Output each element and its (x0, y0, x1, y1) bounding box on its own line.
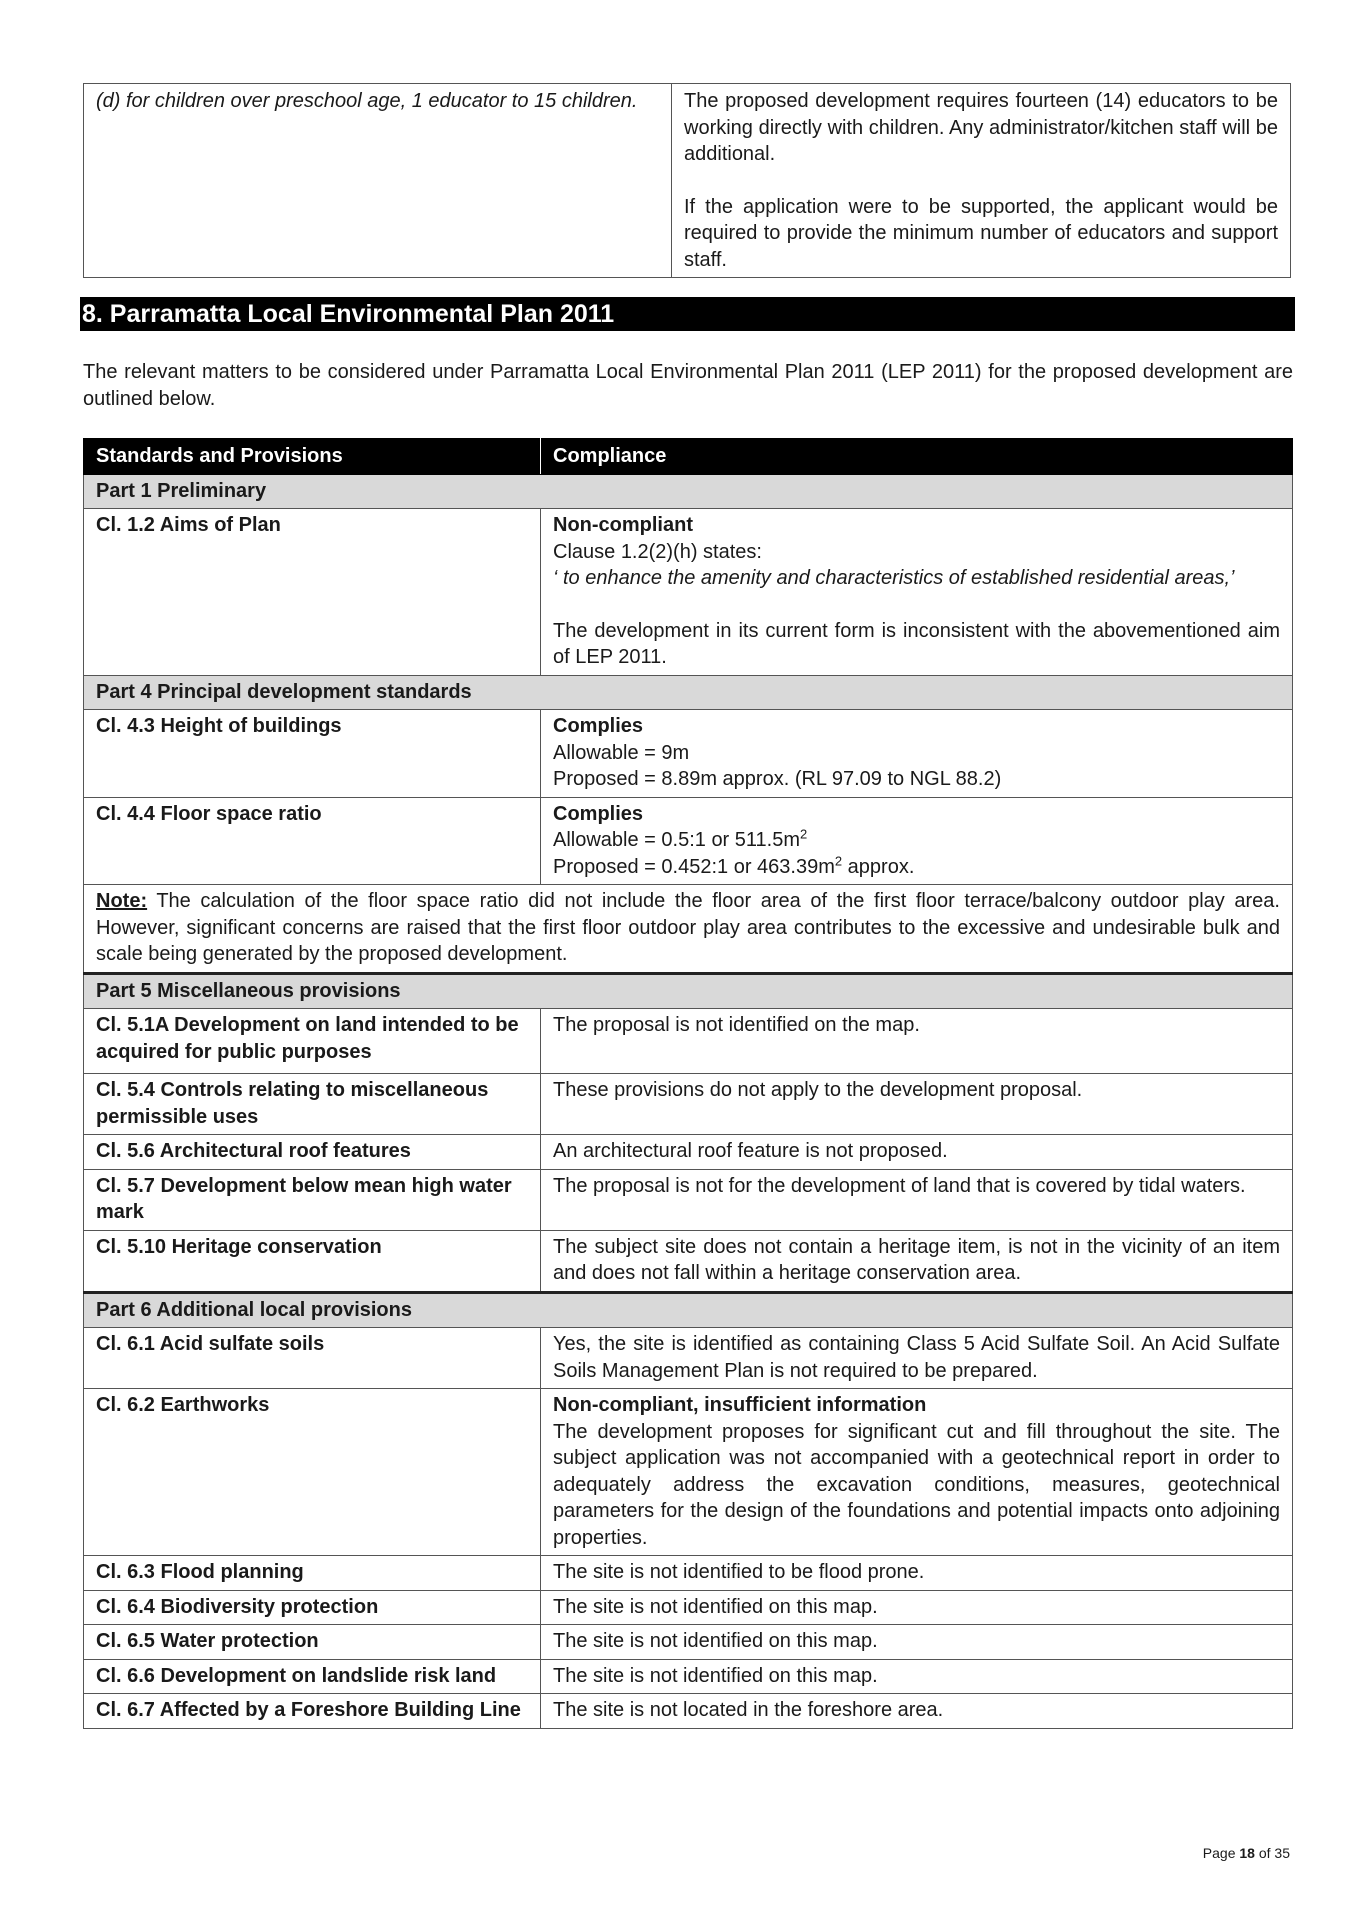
response-paragraph: If the application were to be supported, the applicant would be required to provide the minimum number of educators and support staff. (684, 195, 1278, 271)
page-word: Page (1202, 1845, 1236, 1861)
section-intro: The relevant matters to be considered under Parramatta Local Environmental Plan 2011 (LEP 2011) for the proposed development are outlined below. (83, 361, 1293, 410)
part-6-label: Part 6 Additional local provisions (84, 1292, 1293, 1328)
clause-5-6-label: Cl. 5.6 Architectural roof features (84, 1135, 541, 1170)
response-cell (672, 84, 1291, 278)
table-row (84, 1389, 1293, 1556)
table-row (84, 1694, 1293, 1729)
clause-6-6-label: Cl. 6.6 Development on landslide risk land (84, 1659, 541, 1694)
table-row (84, 1169, 1293, 1230)
page-number (1100, 1845, 1290, 1861)
note-text: The calculation of the floor space ratio did not include the floor area of the first floor terrace/balcony outdoor play area. However, significant concerns are raised that the first floor outdoor play area contributes to the excessive and undesirable bulk and scale being generated by the proposed development. (96, 890, 1280, 965)
clause-5-6-compliance: An architectural roof feature is not proposed. (541, 1135, 1293, 1170)
clause-6-1-compliance: Yes, the site is identified as containing Class 5 Acid Sulfate Soil. An Acid Sulfate Soils Management Plan is not required to be prepared. (541, 1328, 1293, 1389)
clause-4-4-compliance (541, 797, 1293, 885)
superscript: 2 (834, 852, 843, 868)
table-row (84, 1328, 1293, 1389)
continued-table (83, 83, 1291, 278)
table-row (84, 797, 1293, 885)
table-header-row (84, 439, 1293, 475)
compliance-text (553, 827, 1280, 854)
clause-6-7-compliance: The site is not located in the foreshore area. (541, 1694, 1293, 1729)
table-row (84, 1590, 1293, 1625)
compliance-text: The development proposes for significant cut and fill throughout the site. The subject application was not accompanied with a geotechnical report in order to adequately address the excavation conditions, measures, geotechnical parameters for the design of the foundations and potential impacts onto adjoining properties. (553, 1420, 1280, 1549)
clause-5-4-compliance: These provisions do not apply to the development proposal. (541, 1074, 1293, 1135)
section-heading: 8. Parramatta Local Environmental Plan 2011 (80, 297, 1295, 331)
compliance-text: Allowable = 9m (553, 741, 690, 764)
clause-1-2-compliance (541, 509, 1293, 676)
table-row (84, 1230, 1293, 1292)
part-row (84, 973, 1293, 1009)
allowable-text: Allowable = 0.5:1 or 511.5m (553, 829, 801, 851)
of-word: of (1258, 1845, 1271, 1861)
clause-5-10-compliance: The subject site does not contain a heritage item, is not in the vicinity of an item and does not fall within a heritage conservation area. (541, 1230, 1293, 1292)
header-standards: Standards and Provisions (84, 439, 541, 475)
clause-6-3-compliance: The site is not identified to be flood prone. (541, 1556, 1293, 1591)
table-row (84, 84, 1291, 278)
clause-6-1-label: Cl. 6.1 Acid sulfate soils (84, 1328, 541, 1389)
clause-6-6-compliance: The site is not identified on this map. (541, 1659, 1293, 1694)
clause-4-3-compliance (541, 710, 1293, 798)
clause-6-5-label: Cl. 6.5 Water protection (84, 1625, 541, 1660)
clause-6-7-label: Cl. 6.7 Affected by a Foreshore Building Line (84, 1694, 541, 1729)
part-1-label: Part 1 Preliminary (84, 474, 1293, 509)
compliance-text: Clause 1.2(2)(h) states: (553, 540, 762, 563)
compliance-text: The development in its current form is inconsistent with the abovementioned aim of LEP 2011. (553, 619, 1280, 668)
clause-5-10-label: Cl. 5.10 Heritage conservation (84, 1230, 541, 1292)
table-row (84, 509, 1293, 676)
table-row (84, 1625, 1293, 1660)
clause-5-7-compliance: The proposal is not for the development of land that is covered by tidal waters. (541, 1169, 1293, 1230)
total-pages: 35 (1274, 1845, 1290, 1861)
proposed-text: Proposed = 0.452:1 or 463.39m (553, 855, 835, 878)
clause-6-4-compliance: The site is not identified on this map. (541, 1590, 1293, 1625)
clause-5-7-label: Cl. 5.7 Development below mean high water mark (84, 1169, 541, 1230)
clause-4-4-label: Cl. 4.4 Floor space ratio (84, 797, 541, 885)
part-row (84, 1292, 1293, 1328)
table-row (84, 1135, 1293, 1170)
proposed-tail: approx. (842, 855, 915, 878)
clause-6-5-compliance: The site is not identified on this map. (541, 1625, 1293, 1660)
table-row (84, 1009, 1293, 1074)
response-paragraph: The proposed development requires fourteen (14) educators to be working directly with children. Any administrator/kitchen staff will be additional. (684, 90, 1278, 165)
lep-compliance-table (83, 438, 1293, 1729)
table-row (84, 1074, 1293, 1135)
clause-6-2-label: Cl. 6.2 Earthworks (84, 1389, 541, 1556)
current-page: 18 (1239, 1845, 1255, 1861)
clause-1-2-label: Cl. 1.2 Aims of Plan (84, 509, 541, 676)
quoted-aim: ‘ to enhance the amenity and characteristics of established residential areas,’ (553, 567, 1235, 589)
note-cell (84, 885, 1293, 974)
status-text: Complies (553, 802, 644, 825)
clause-5-1a-label: Cl. 5.1A Development on land intended to be acquired for public purposes (84, 1009, 541, 1074)
part-row (84, 474, 1293, 509)
note-label: Note: (96, 890, 148, 912)
clause-6-2-compliance (541, 1389, 1293, 1556)
requirement-cell: (d) for children over preschool age, 1 educator to 15 children. (84, 84, 672, 278)
compliance-text (553, 854, 1280, 881)
clause-6-4-label: Cl. 6.4 Biodiversity protection (84, 1590, 541, 1625)
part-4-label: Part 4 Principal development standards (84, 675, 1293, 710)
status-text: Non-compliant (553, 514, 693, 536)
clause-6-3-label: Cl. 6.3 Flood planning (84, 1556, 541, 1591)
clause-5-4-label: Cl. 5.4 Controls relating to miscellaneous permissible uses (84, 1074, 541, 1135)
status-text: Complies (553, 715, 644, 737)
header-compliance: Compliance (541, 439, 1293, 475)
table-row (84, 885, 1293, 974)
clause-4-3-label: Cl. 4.3 Height of buildings (84, 710, 541, 798)
table-row (84, 710, 1293, 798)
compliance-text: Proposed = 8.89m approx. (RL 97.09 to NGL 88.2) (553, 768, 1002, 790)
superscript: 2 (800, 826, 808, 842)
table-row (84, 1556, 1293, 1591)
part-row (84, 675, 1293, 710)
status-text: Non-compliant, insufficient information (553, 1394, 927, 1416)
part-5-label: Part 5 Miscellaneous provisions (84, 973, 1293, 1009)
clause-5-1a-compliance: The proposal is not identified on the map. (541, 1009, 1293, 1074)
table-row (84, 1659, 1293, 1694)
